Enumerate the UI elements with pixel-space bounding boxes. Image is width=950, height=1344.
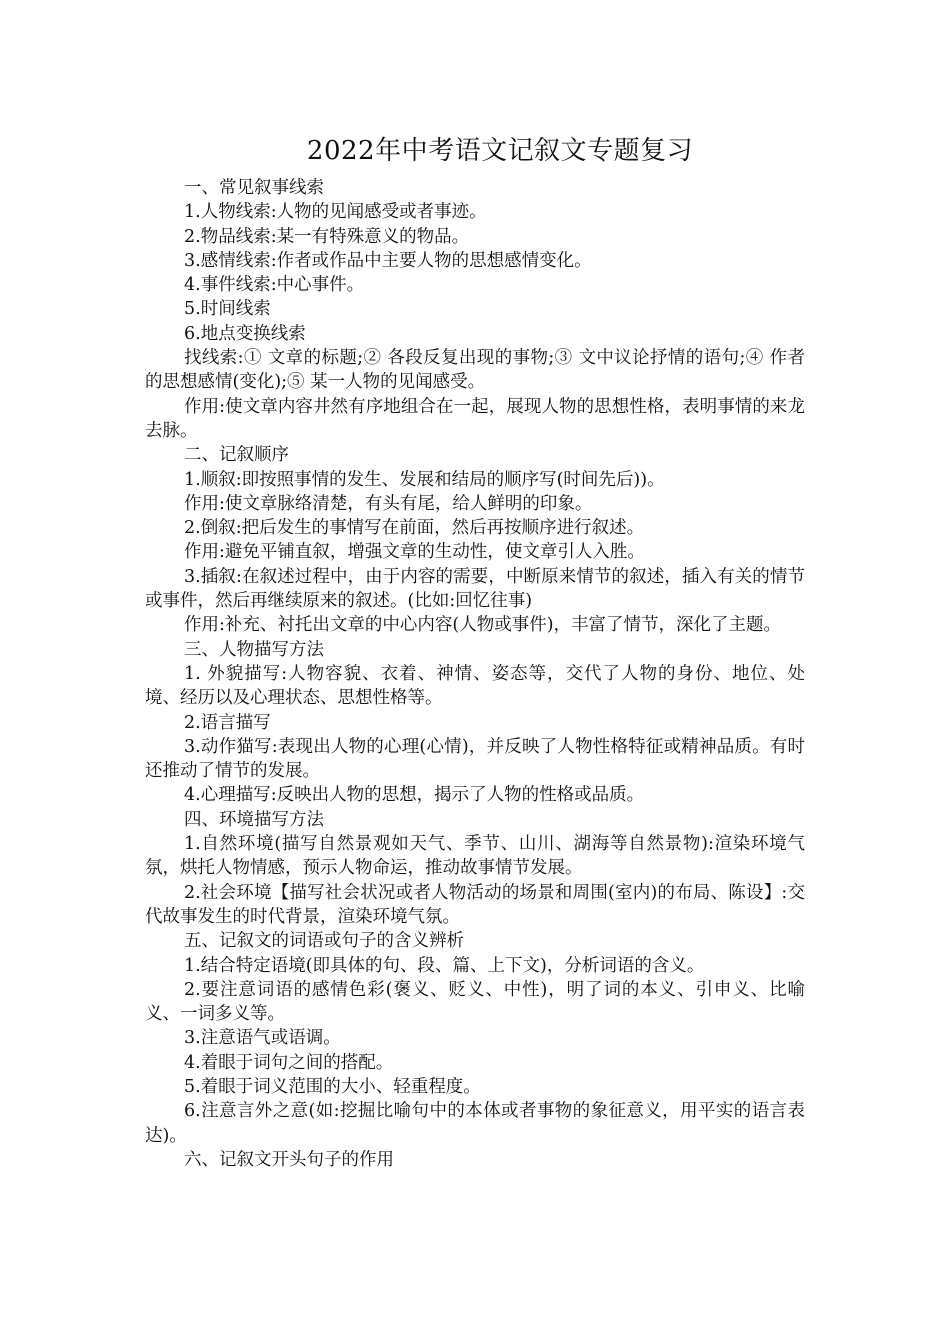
- section-heading: 一、常见叙事线索: [184, 178, 324, 198]
- paragraph: 5.着眼于词义范围的大小、轻重程度。: [184, 1076, 481, 1097]
- paragraph: 1.自然环境(描写自然景观如天气、季节、山川、湖海等自然景物):渲染环境气氛，烘托人物情感，预示人物命运，推动故事情节发展。: [145, 834, 805, 879]
- paragraph: 6.地点变换线索: [184, 323, 306, 344]
- paragraph: 4.事件线索:中心事件。: [184, 275, 365, 296]
- paragraph: 2.语言描写: [184, 712, 271, 733]
- paragraph: 5.时间线索: [184, 299, 271, 320]
- paragraph: 3.动作猫写:表现出人物的心理(心情)，并反映了人物性格特征或精神品质。有时还推动了情节的发展。: [145, 736, 805, 782]
- document-body: [145, 176, 805, 1172]
- paragraph: 3.感情线索:作者或作品中主要人物的思想感情变化。: [184, 250, 592, 271]
- paragraph: 2.要注意词语的感情色彩(褒义、贬义、中性)，明了词的本义、引申义、比喻义、一词多义等。: [145, 979, 805, 1025]
- section-heading: 二、记叙顺序: [184, 445, 289, 466]
- paragraph: 作用:避免平铺直叙，增强文章的生动性，使文章引人入胜。: [184, 542, 645, 563]
- paragraph: 1.人物线索:人物的见闻感受或者事迹。: [184, 202, 487, 223]
- paragraph: 作用:使文章脉络清楚，有头有尾，给人鲜明的印象。: [184, 493, 593, 514]
- paragraph: 1.结合特定语境(即具体的句、段、篇、上下文)，分析词语的含义。: [184, 955, 705, 976]
- paragraph: 4.着眼于词句之间的搭配。: [184, 1052, 394, 1073]
- paragraph: 4.心理描写:反映出人物的思想，揭示了人物的性格或品质。: [184, 785, 645, 806]
- section-heading: 六、记叙文开头句子的作用: [184, 1149, 394, 1170]
- paragraph: 3.注意语气或语调。: [184, 1028, 341, 1049]
- section-heading: 三、人物描写方法: [184, 639, 324, 660]
- paragraph: 找线索:① 文章的标题;② 各段反复出现的事物;③ 文中议论抒情的语句;④ 作者的思想感情(变化);⑤ 某一人物的见闻感受。: [145, 348, 805, 393]
- document-title: 2022年中考语文记叙文专题复习: [306, 136, 694, 166]
- paragraph: 2.物品线索:某一有特殊意义的物品。: [184, 226, 470, 247]
- paragraph: 2.社会环境【描写社会状况或者人物活动的场景和周围(室内)的布局、陈设】:交代故事发生的时代背景，渲染环境气氛。: [145, 882, 805, 927]
- paragraph: 3.插叙:在叙述过程中，由于内容的需要，中断原来情节的叙述，插入有关的情节或事件，然后再继续原来的叙述。(比如:回忆往事): [145, 566, 805, 612]
- section-heading: 五、记叙文的词语或句子的含义辨析: [184, 931, 464, 952]
- paragraph: 6.注意言外之意(如:挖掘比喻句中的本体或者事物的象征意义，用平实的语言表达)。: [145, 1101, 805, 1146]
- paragraph: 作用:使文章内容井然有序地组合在一起，展现人物的思想性格，表明事情的来龙去脉。: [145, 396, 805, 441]
- paragraph: 作用:补充、衬托出文章的中心内容(人物或事件)，丰富了情节，深化了主题。: [184, 615, 782, 636]
- paragraph: 1. 外貌描写:人物容貌、衣着、神情、姿态等，交代了人物的身份、地位、处境、经历以及心理状态、思想性格等。: [145, 663, 805, 709]
- paragraph: 2.倒叙:把后发生的事情写在前面，然后再按顺序进行叙述。: [184, 518, 645, 539]
- paragraph: 1.顺叙:即按照事情的发生、发展和结局的顺序写(时间先后))。: [184, 469, 665, 490]
- section-heading: 四、环境描写方法: [184, 809, 324, 830]
